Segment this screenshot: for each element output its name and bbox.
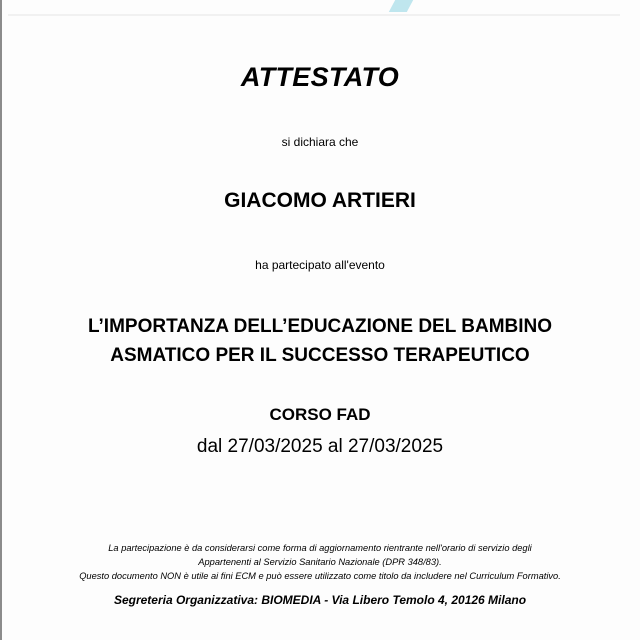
legal-note-line-2: Appartenenti al Servizio Sanitario Nazionale (DPR 348/83).	[198, 557, 442, 567]
course-dates: dal 27/03/2025 al 27/03/2025	[196, 436, 444, 457]
logo-accent-shape	[389, 0, 413, 12]
participated-text: ha partecipato all'evento	[255, 258, 385, 272]
legal-note-line-3: Questo documento NON è utile ai fini ECM e può essere utilizzato come titolo da includere nel Curriculum Formativo.	[79, 571, 561, 581]
declares-text: si dichiara che	[281, 135, 359, 149]
course-type: CORSO FAD	[269, 405, 371, 424]
event-title-line-1: L’IMPORTANZA DELL’EDUCAZIONE DEL BAMBINO	[87, 316, 553, 337]
certificate-title: ATTESTATO	[240, 62, 400, 92]
event-title-line-2: ASMATICO PER IL SUCCESSO TERAPEUTICO	[110, 345, 530, 366]
header-divider	[8, 14, 620, 16]
legal-notes	[0, 541, 640, 583]
participant-name: GIACOMO ARTIERI	[224, 189, 416, 212]
organizing-secretariat: Segreteria Organizzativa: BIOMEDIA - Via Libero Temolo 4, 20126 Milano	[113, 593, 527, 607]
legal-note-line-1: La partecipazione è da considerarsi come forma di aggiornamento rientrante nell'orario di servizio degli	[108, 543, 532, 553]
event-title	[0, 312, 640, 370]
